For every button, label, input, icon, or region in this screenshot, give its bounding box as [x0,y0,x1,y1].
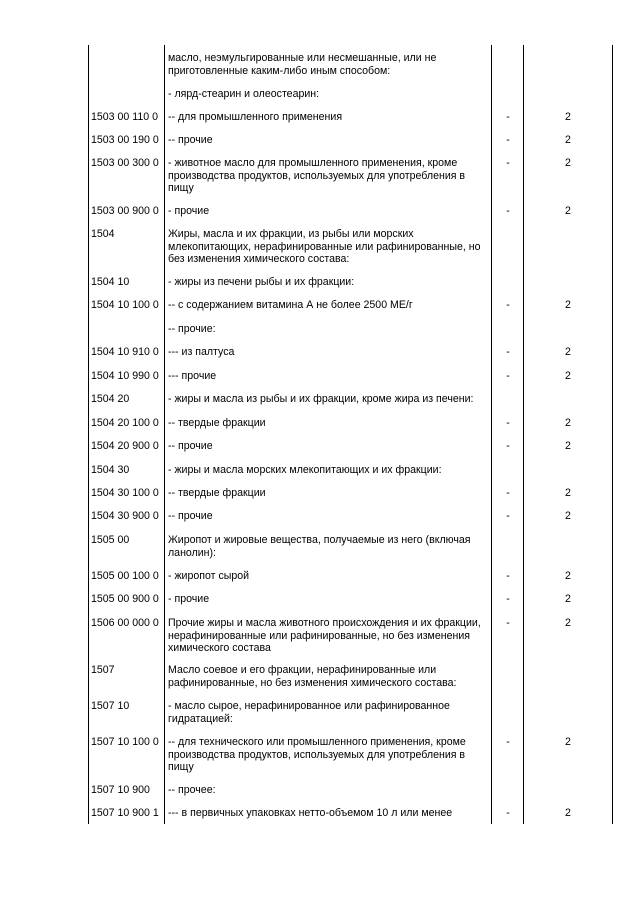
commodity-description: - жиры и масла морских млекопитающих и их фракции: [168,464,442,476]
commodity-description: --- в первичных упаковках нетто-объемом 10 л или менее [168,807,453,819]
commodity-code: 1506 00 000 0 [91,617,159,629]
commodity-description: -- твердые фракции [168,487,266,499]
column-divider [164,45,165,824]
rate-column-3: - [506,487,510,499]
rate-column-4: 2 [565,807,571,819]
commodity-description: Масло соевое и его фракции, нерафинированные или рафинированные, но без изменения химического состава: [168,664,457,689]
commodity-code: 1504 10 100 0 [91,299,159,311]
commodity-code: 1507 [91,664,115,676]
commodity-description: - лярд-стеарин и олеостеарин: [168,88,320,100]
commodity-description: - жиры из печени рыбы и их фракции: [168,276,355,288]
commodity-code: 1504 30 900 0 [91,510,159,522]
commodity-code: 1505 00 [91,534,130,546]
commodity-description: - жиропот сырой [168,570,250,582]
commodity-code: 1507 10 900 1 [91,807,159,819]
commodity-code: 1505 00 100 0 [91,570,159,582]
rate-column-4: 2 [565,111,571,123]
column-divider [88,45,89,824]
rate-column-3: - [506,134,510,146]
commodity-description: -- прочие [168,440,213,452]
commodity-code: 1504 20 [91,393,130,405]
commodity-description: - прочие [168,205,210,217]
column-divider [612,45,613,824]
rate-column-4: 2 [565,157,571,169]
rate-column-4: 2 [565,510,571,522]
rate-column-4: 2 [565,134,571,146]
commodity-code: 1504 10 910 0 [91,346,159,358]
commodity-code: 1505 00 900 0 [91,593,159,605]
rate-column-3: - [506,111,510,123]
commodity-description: -- прочие: [168,323,216,335]
rate-column-3: - [506,440,510,452]
commodity-code: 1507 10 100 0 [91,736,159,748]
commodity-code: 1503 00 900 0 [91,205,159,217]
rate-column-3: - [506,205,510,217]
commodity-code: 1503 00 110 0 [91,111,158,123]
rate-column-4: 2 [565,370,571,382]
commodity-description: -- для промышленного применения [168,111,343,123]
rate-column-4: 2 [565,736,571,748]
rate-column-4: 2 [565,205,571,217]
commodity-code: 1504 [91,228,115,240]
commodity-code: 1507 10 900 [91,784,150,796]
rate-column-4: 2 [565,299,571,311]
column-divider [491,45,492,824]
rate-column-3: - [506,807,510,819]
commodity-description: --- из палтуса [168,346,235,358]
rate-column-3: - [506,299,510,311]
rate-column-4: 2 [565,440,571,452]
commodity-code: 1504 30 [91,464,130,476]
commodity-description: Жиропот и жировые вещества, получаемые из него (включая ланолин): [168,534,471,559]
commodity-description: - прочие [168,593,210,605]
commodity-description: - масло сырое, нерафинированное или рафинированное гидратацией: [168,700,450,725]
rate-column-3: - [506,570,510,582]
commodity-code: 1504 20 100 0 [91,417,159,429]
rate-column-4: 2 [565,570,571,582]
commodity-code: 1504 10 990 0 [91,370,159,382]
commodity-description: Жиры, масла и их фракции, из рыбы или морских млекопитающих, нерафинированные или рафинированные, но без изменения химического состава: [168,228,481,265]
commodity-code: 1503 00 300 0 [91,157,159,169]
commodity-code: 1504 10 [91,276,130,288]
rate-column-3: - [506,510,510,522]
rate-column-4: 2 [565,417,571,429]
column-divider [523,45,524,824]
rate-column-3: - [506,417,510,429]
rate-column-3: - [506,157,510,169]
rate-column-3: - [506,617,510,629]
rate-column-3: - [506,346,510,358]
commodity-description: -- прочее: [168,784,216,796]
rate-column-3: - [506,593,510,605]
rate-column-4: 2 [565,346,571,358]
commodity-code: 1503 00 190 0 [91,134,159,146]
commodity-description: -- для технического или промышленного применения, кроме производства продуктов, используемых для употребления в пищу [168,736,466,773]
rate-column-4: 2 [565,593,571,605]
rate-column-4: 2 [565,487,571,499]
commodity-description: - животное масло для промышленного применения, кроме производства продуктов, используемых для употребления в пищу [168,157,466,194]
commodity-description: -- с содержанием витамина А не более 2500 МЕ/г [168,299,413,311]
commodity-description: Прочие жиры и масла животного происхождения и их фракции, нерафинированные или рафинированные, но без изменения химического состава [168,617,481,654]
commodity-description: -- прочие [168,510,213,522]
rate-column-4: 2 [565,617,571,629]
commodity-code: 1504 30 100 0 [91,487,159,499]
commodity-description: масло, неэмульгированные или несмешанные, или не приготовленные каким-либо иным способом: [168,52,437,77]
commodity-description: --- прочие [168,370,217,382]
commodity-description: -- прочие [168,134,213,146]
commodity-description: - жиры и масла из рыбы и их фракции, кроме жира из печени: [168,393,474,405]
rate-column-3: - [506,736,510,748]
commodity-code: 1507 10 [91,700,130,712]
commodity-code: 1504 20 900 0 [91,440,159,452]
commodity-description: -- твердые фракции [168,417,266,429]
rate-column-3: - [506,370,510,382]
